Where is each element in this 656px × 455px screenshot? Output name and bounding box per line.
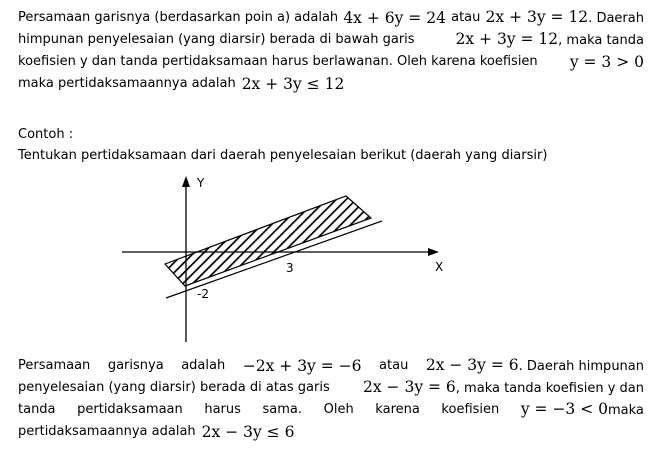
p2-word: koefisien	[441, 402, 500, 417]
coefficient-y-positive: y = 3 > 0	[569, 53, 644, 71]
p2-word: karena	[375, 402, 420, 417]
p2-line-3	[18, 399, 644, 421]
equation-boundary-line: 2x + 3y = 12	[455, 30, 559, 48]
p2-line-2	[18, 377, 644, 399]
equation-boundary-line-2: 2x − 3y = 6	[363, 378, 456, 396]
equation-2x-3y-12: 2x + 3y = 12	[485, 8, 589, 26]
p2-word: tanda	[18, 402, 56, 417]
x-intercept-label: 3	[286, 261, 294, 275]
x-axis-label: X	[435, 260, 444, 274]
p2-word: Oleh	[323, 402, 354, 417]
p2-word: adalah	[181, 358, 226, 373]
p2-word: sama.	[262, 402, 303, 417]
shaded-region	[165, 196, 371, 286]
p2-word: pertidaksamaan	[77, 402, 183, 417]
conjunction-atau: atau	[379, 358, 409, 373]
coefficient-y-negative: y = −3 < 0	[520, 400, 608, 418]
inequality-answer-1: 2x + 3y ≤ 12	[241, 75, 345, 93]
p1-line1-tail: . Daerah	[588, 11, 644, 26]
p2-line2-tail: , maka tanda koefisien y dan	[455, 381, 644, 396]
equation-2x-minus-3y-6: 2x − 3y = 6	[425, 356, 519, 374]
p2-word: Persamaan	[18, 358, 91, 373]
p2-line4-text: pertidaksamaannya adalah	[18, 424, 196, 439]
p1-line3-text: koefisien y dan tanda pertidaksamaan harus berlawanan. Oleh karena koefisien	[18, 54, 538, 69]
p1-line4-text: maka pertidaksamaannya adalah	[18, 76, 236, 91]
p1-line2-tail: , maka tanda	[558, 33, 644, 48]
p2-line2-text: penyelesaian (yang diarsir) berada di atas garis	[18, 380, 330, 395]
y-intercept-label: -2	[197, 287, 209, 301]
p1-line1-text: Persamaan garisnya (berdasarkan poin a) adalah	[18, 10, 339, 25]
inequality-answer-2: 2x − 3y ≤ 6	[201, 423, 295, 441]
y-axis-arrow	[182, 176, 190, 187]
equation-neg2x-3y-neg6: −2x + 3y = −6	[242, 357, 362, 375]
p2-line-4	[18, 421, 644, 443]
explanation-paragraph-2	[18, 355, 644, 443]
y-axis-label: Y	[197, 176, 205, 190]
example-question: Tentukan pertidaksamaan dari daerah penyelesaian berikut (daerah yang diarsir)	[18, 148, 548, 163]
p2-line3-tail: maka	[608, 403, 644, 418]
equation-4x-6y-24: 4x + 6y = 24	[343, 9, 446, 27]
p2-word: garisnya	[107, 358, 164, 373]
p2-word: harus	[204, 402, 241, 417]
example-heading: Contoh :	[18, 127, 74, 142]
conjunction-atau: atau	[451, 10, 481, 25]
p2-line1-tail: . Daerah himpunan	[518, 359, 644, 374]
p2-line-1	[18, 355, 644, 377]
p1-line2-text: himpunan penyelesaian (yang diarsir) berada di bawah garis	[18, 32, 415, 47]
x-axis-arrow	[428, 248, 439, 256]
